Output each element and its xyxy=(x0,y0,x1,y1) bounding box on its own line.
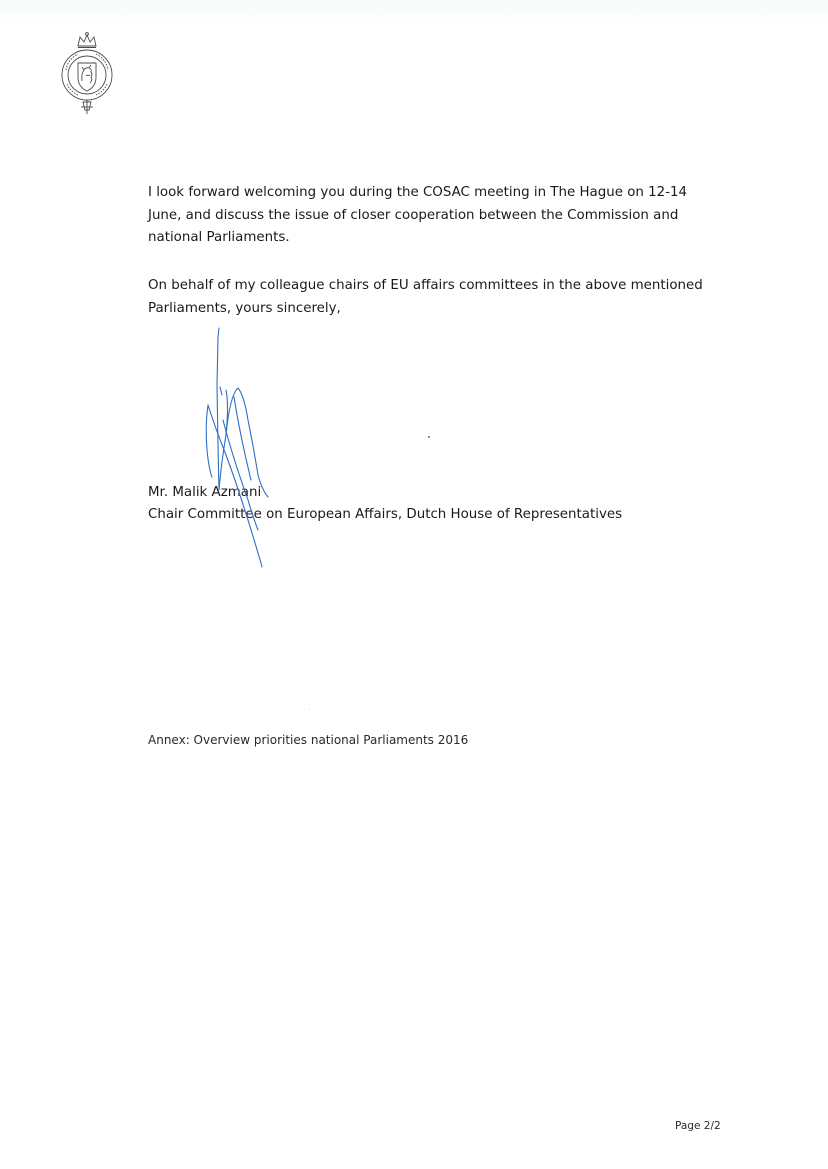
annex-note: Annex: Overview priorities national Parliaments 2016 xyxy=(148,733,469,747)
sign-off-paragraph: On behalf of my colleague chairs of EU affairs committees in the above mentioned Parliaments, yours sincerely, xyxy=(148,278,703,316)
closing-paragraph: I look forward welcoming you during the COSAC meeting in The Hague on 12-14 June, and discuss the issue of closer cooperation between the Commission and national Parliaments. xyxy=(148,185,688,245)
signer-name: Mr. Malik Azmani xyxy=(148,485,262,500)
signer-title: Chair Committee on European Affairs, Dutch House of Representatives xyxy=(148,507,623,522)
scan-speck xyxy=(309,709,310,710)
scan-edge-tint xyxy=(0,0,828,22)
royal-coat-of-arms-icon xyxy=(60,30,114,116)
page-number: Page 2/2 xyxy=(675,1120,721,1132)
scan-speck xyxy=(428,436,430,438)
handwritten-signature-icon xyxy=(196,325,286,575)
